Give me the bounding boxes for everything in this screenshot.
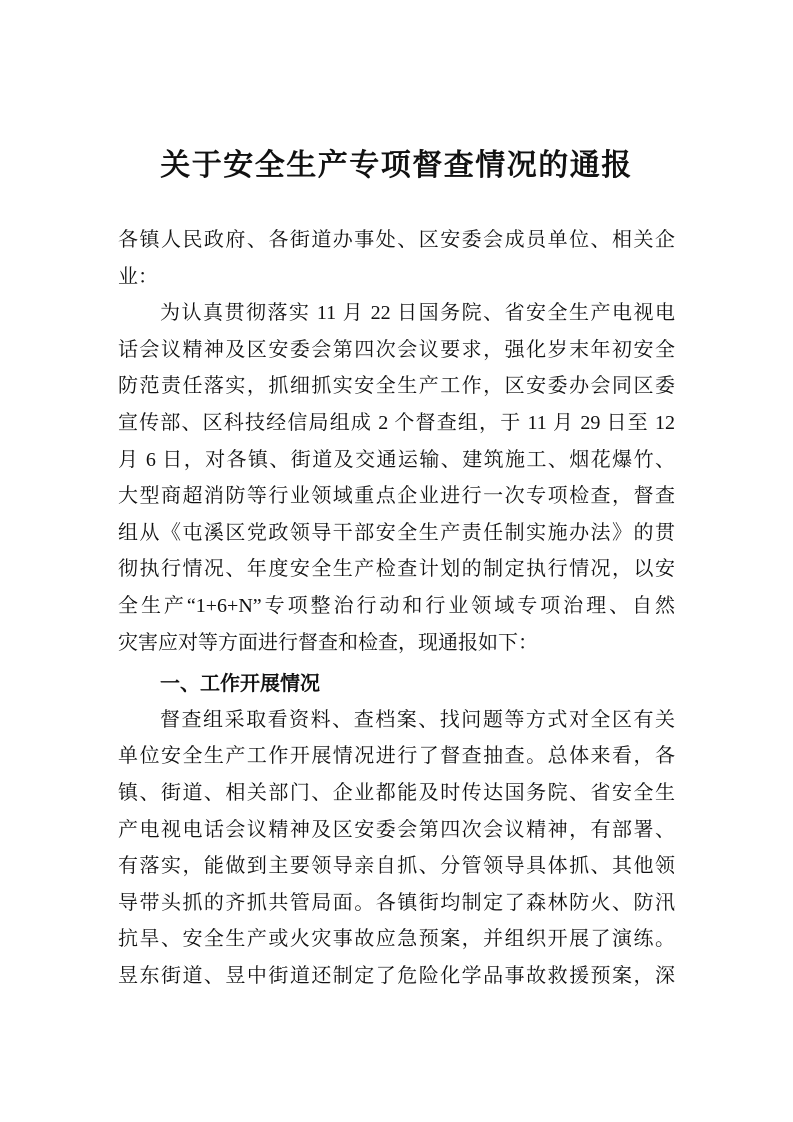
document-title: 关于安全生产专项督查情况的通报 <box>160 148 633 183</box>
paragraph-line: 昱东街道、昱中街道还制定了危险化学品事故救援预案，深 <box>118 964 675 987</box>
paragraph-line: 大型商超消防等行业领域重点企业进行一次专项检查，督查 <box>118 485 675 508</box>
paragraph-line: 全生产“1+6+N”专项整治行动和行业领域专项治理、自然 <box>118 594 675 617</box>
document-body <box>118 222 675 994</box>
paragraph-line: 组从《屯溪区党政领导干部安全生产责任制实施办法》的贯 <box>118 521 675 544</box>
paragraph-line: 话会议精神及区安委会第四次会议要求，强化岁末年初安全 <box>118 338 675 361</box>
paragraph-line: 宣传部、区科技经信局组成 2 个督查组，于 11 月 29 日至 12 <box>118 411 675 434</box>
section-heading: 一、工作开展情况 <box>160 671 320 696</box>
paragraph-line: 单位安全生产工作开展情况进行了督查抽查。总体来看，各 <box>118 745 675 768</box>
paragraph-line: 为认真贯彻落实 11 月 22 日国务院、省安全生产电视电 <box>160 302 675 325</box>
salutation-line: 业： <box>118 265 158 288</box>
paragraph-line: 督查组采取看资料、查档案、找问题等方式对全区有关 <box>160 708 675 731</box>
paragraph-line: 有落实，能做到主要领导亲自抓、分管领导具体抓、其他领 <box>118 855 675 878</box>
paragraph-line: 彻执行情况、年度安全生产检查计划的制定执行情况，以安 <box>118 558 675 581</box>
paragraph-line: 灾害应对等方面进行督查和检查，现通报如下： <box>118 631 538 654</box>
paragraph-line: 月 6 日，对各镇、街道及交通运输、建筑施工、烟花爆竹、 <box>118 448 675 471</box>
paragraph-line: 镇、街道、相关部门、企业都能及时传达国务院、省安全生 <box>118 781 675 804</box>
paragraph-line: 产电视电话会议精神及区安委会第四次会议精神，有部署、 <box>118 818 675 841</box>
paragraph-line: 防范责任落实，抓细抓实安全生产工作，区安委办会同区委 <box>118 375 675 398</box>
paragraph-line: 导带头抓的齐抓共管局面。各镇街均制定了森林防火、防汛 <box>118 891 675 914</box>
paragraph-line: 抗旱、安全生产或火灾事故应急预案，并组织开展了演练。 <box>118 928 675 951</box>
salutation-line: 各镇人民政府、各街道办事处、区安委会成员单位、相关企 <box>118 229 675 251</box>
